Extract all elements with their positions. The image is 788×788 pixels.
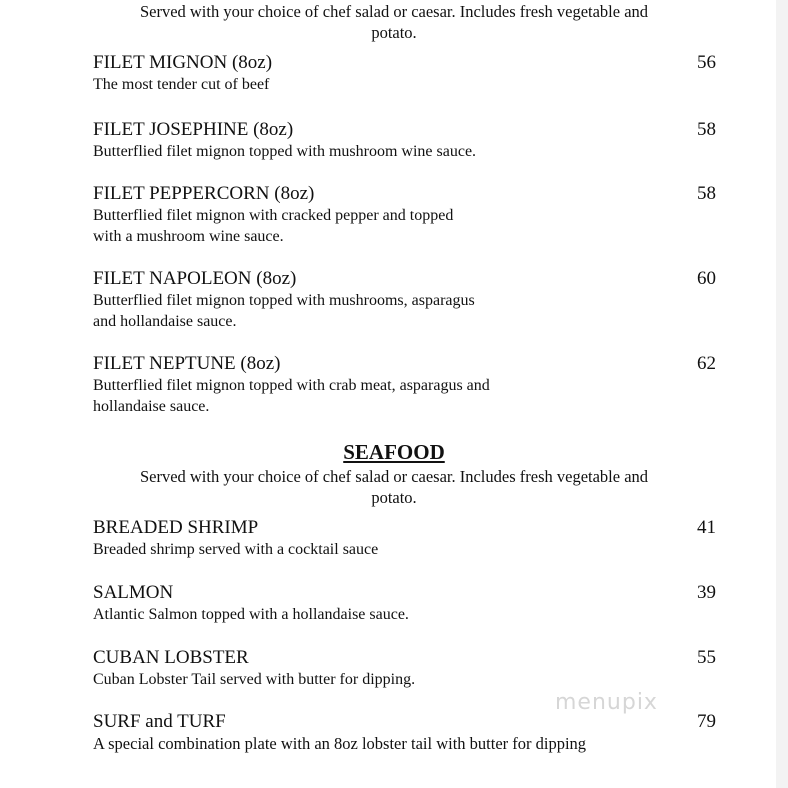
item-name: SURF and TURF [93,711,226,732]
item-desc: Butterflied filet mignon with cracked pepper and topped [93,207,454,224]
item-name: FILET NEPTUNE (8oz) [93,353,281,374]
item-desc: with a mushroom wine sauce. [93,228,284,245]
item-desc: Butterflied filet mignon topped with mushrooms, asparagus [93,292,475,309]
item-name: FILET NAPOLEON (8oz) [93,268,297,289]
item-price: 62 [697,353,716,374]
item-desc: hollandaise sauce. [93,398,210,415]
menu-item [93,353,716,417]
item-desc: Breaded shrimp served with a cocktail sauce [93,541,379,558]
item-price: 41 [697,517,716,538]
intro-line: potato. [371,23,417,42]
item-name: SALMON [93,582,174,603]
item-desc: Cuban Lobster Tail served with butter for dipping. [93,671,416,688]
item-desc: and hollandaise sauce. [93,313,237,330]
menu-item [93,52,716,95]
item-desc: Butterflied filet mignon topped with mushroom wine sauce. [93,143,477,160]
intro-line: Served with your choice of chef salad or caesar. Includes fresh vegetable and [139,2,649,21]
item-price: 79 [697,711,716,732]
watermark-logo: menupix [555,690,658,715]
item-price: 58 [697,183,716,204]
menu-item [93,268,716,332]
item-price: 55 [697,647,716,668]
item-name: FILET JOSEPHINE (8oz) [93,119,294,140]
menu-item [93,647,716,690]
item-name: FILET PEPPERCORN (8oz) [93,183,315,204]
seafood-intro [0,466,788,508]
item-name: BREADED SHRIMP [93,517,259,538]
item-price: 60 [697,268,716,289]
item-price: 56 [697,52,716,73]
steaks-intro [0,1,788,43]
section-heading-seafood: SEAFOOD [343,440,445,464]
menu-item [93,119,716,162]
item-price: 39 [697,582,716,603]
item-desc: Butterflied filet mignon topped with crab meat, asparagus and [93,377,490,394]
menu-item [93,183,716,247]
menu-item [93,517,716,560]
item-price: 58 [697,119,716,140]
item-desc: Atlantic Salmon topped with a hollandaise sauce. [93,606,409,623]
intro-line: potato. [371,488,417,507]
item-desc: A special combination plate with an 8oz lobster tail with butter for dipping [93,734,587,753]
page-edge [776,0,788,788]
item-name: CUBAN LOBSTER [93,647,249,668]
menu-item [93,711,716,754]
item-desc: The most tender cut of beef [93,76,270,93]
menu-item [93,582,716,625]
item-name: FILET MIGNON (8oz) [93,52,273,73]
intro-line: Served with your choice of chef salad or caesar. Includes fresh vegetable and [139,467,649,486]
